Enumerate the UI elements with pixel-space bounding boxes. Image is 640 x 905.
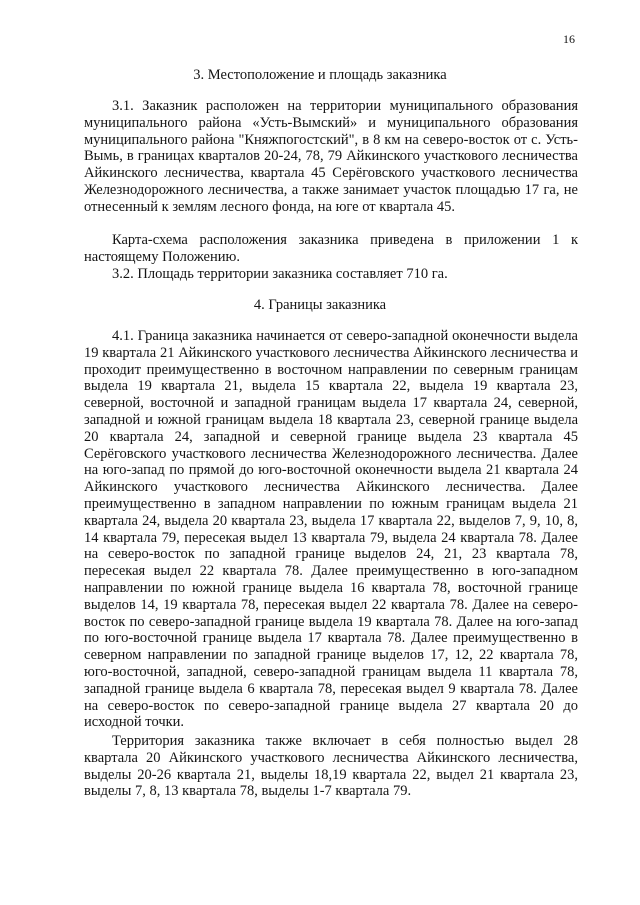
paragraph-territory-includes: Территория заказника также включает в себя полностью выдел 28 квартала 20 Айкинского участкового лесничества Айкинского лесничества, выделы 20-26 квартала 21, выделы 18,19 квартала 22, выдел 21 квартала 23, выделы 7, 8, 13 квартала 78, выделы 1-7 квартала 79. [84, 733, 578, 800]
section-3-heading: 3. Местоположение и площадь заказника [193, 67, 447, 83]
paragraph-3-1: 3.1. Заказник расположен на территории муниципального образования муниципального района «Усть-Вымский» и муниципального образования муниципального района "Княжпогостский", в 8 км на северо-восток от с. Усть-Вымь, в границах кварталов 20-24, 78, 79 Айкинского участкового лесничества Айкинского лесничества, квартала 45 Серёговского участкового лесничества Железнодорожного лесничества, а также занимает участок площадью 17 га, не отнесенный к землям лесного фонда, на юге от квартала 45. [84, 98, 578, 215]
section-4-heading: 4. Границы заказника [253, 297, 387, 313]
paragraph-map-reference: Карта-схема расположения заказника приведена в приложении 1 к настоящему Положению. [84, 232, 578, 265]
paragraph-4-1: 4.1. Граница заказника начинается от северо-западной оконечности выдела 19 квартала 21 Айкинского участкового лесничества Айкинского лесничества и проходит преимущественно в восточном направлении по северным границам выдела 19 квартала 21, выдела 15 квартала 22, выдела 19 квартала 23, северной, восточной и западной границам выдела 17 квартала 24, северной, западной и южной границам выдела 18 квартала 23, северной границе выдела 20 квартала 24, западной и северной границе выдела 23 квартала 45 Серёговского участкового лесничества Железнодорожного лесничества. Далее на юго-запад по прямой до юго-восточной оконечности выдела 21 квартала 24 Айкинского участкового лесничества Айкинского лесничества. Далее преимущественно в западном направлении по южным границам выдела 21 квартала 24, выдела 20 квартала 23, выдела 17 квартала 22, выделов 7, 9, 10, 8, 14 квартала 79, пересекая выдел 13 квартала 79, выдела 24 квартала 78. Далее на северо-восток по западной границе выделов 24, 21, 23 квартала 78, пересекая выдел 22 квартала 78. Далее преимущественно в юго-западном направлении по южной границе выдела 16 квартала 78, восточной границе выделов 14, 19 квартала 78, пересекая выдел 22 квартала 78. Далее на северо-восток по северо-западной границе выдела 19 квартала 78. Далее на юго-запад по юго-восточной границе выдела 17 квартала 78. Далее преимущественно в северном направлении по западной границе выделов 17, 12, 22 квартала 78, юго-восточной, западной, северо-западной границам выдела 11 квартала 78, западной границе выдела 6 квартала 78, пересекая выдел 9 квартала 78. Далее на северо-восток по северо-западной границе выдела 27 квартала 20 до исходной точки. [84, 328, 578, 731]
page-number: 16 [563, 32, 575, 46]
paragraph-3-2: 3.2. Площадь территории заказника составляет 710 га. [112, 266, 448, 282]
